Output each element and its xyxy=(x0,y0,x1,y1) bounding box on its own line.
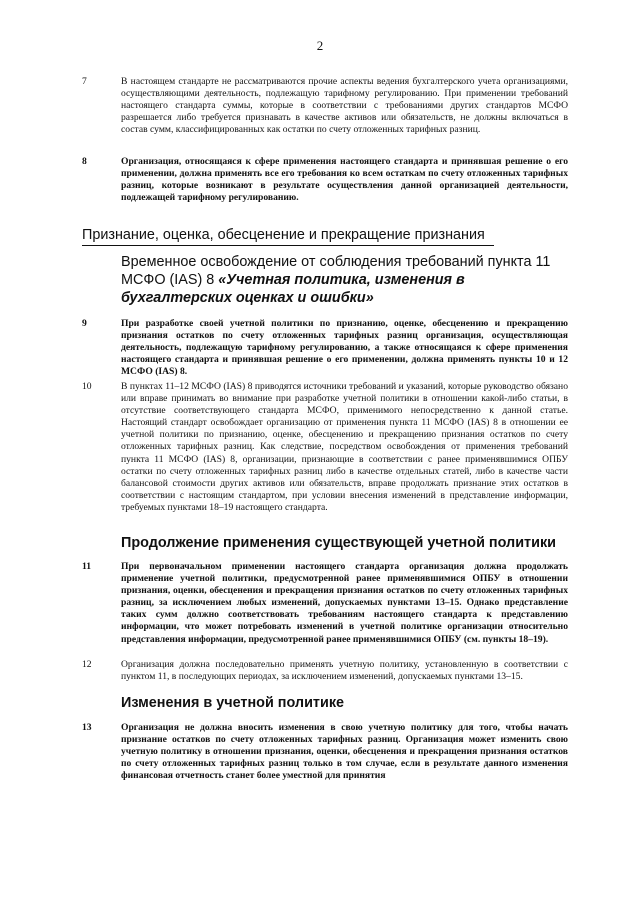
paragraph-number: 10 xyxy=(82,381,92,392)
paragraph-7 xyxy=(82,76,568,136)
paragraph-number: 11 xyxy=(82,561,92,572)
paragraph-text: При разработке своей учетной политики по признанию, оценке, обесценению и прекращению признания остатков по счету отложенных тарифных разниц организация, осуществляющая деятельность, подлежащую тарифному регулированию, а также относящаяся к сфере применения настоящего стандарта и принявшая решение о его применении, должна применять пункты 10 и 12 МСФО (IAS) 8. xyxy=(121,318,568,378)
paragraph-8 xyxy=(82,156,568,204)
subheading-continuation: Продолжение применения существующей учетной политики xyxy=(121,535,556,551)
subheading-standard-title: «Учетная политика, изменения в бухгалтерских оценках и ошибки» xyxy=(121,272,465,306)
paragraph-number: 12 xyxy=(82,659,92,670)
paragraph-number: 8 xyxy=(82,156,87,167)
paragraph-text: Организация должна последовательно применять учетную политику, установленную в соответствии с пунктом 11, в последующих периодах, за исключением изменений, допускаемых пунктами 13–15. xyxy=(121,659,568,683)
paragraph-text: Организация, относящаяся к сфере применения настоящего стандарта и принявшая решение о его применении, должна применять все его требования ко всем остаткам по счету отложенных тарифных разниц, которые возникают в результате осуществления данной организацией деятельности, подлежащей тарифному регулированию. xyxy=(121,156,568,204)
subheading-temporary-exemption xyxy=(121,253,568,307)
subheading-policy-changes: Изменения в учетной политике xyxy=(121,695,345,711)
paragraph-9 xyxy=(82,318,568,378)
paragraph-number: 7 xyxy=(82,76,87,87)
paragraph-text: Организация не должна вносить изменения в свою учетную политику для того, чтобы начать признание остатков по счету отложенных тарифных разниц. Организация может изменить свою учетную политику в отношении признания, оценки, обесценения и прекращения признания остатков по счету отложенных тарифных разниц только в том случае, если в результате данного изменения финансовая отчетность станет более уместной для принятия xyxy=(121,722,568,782)
paragraph-12 xyxy=(82,659,568,683)
section-heading-recognition: Признание, оценка, обесценение и прекращение признания xyxy=(82,226,494,246)
paragraph-text: В настоящем стандарте не рассматриваются прочие аспекты ведения бухгалтерского учета организациями, осуществляющими деятельность, подлежащую тарифному регулированию. При применении требований настоящего стандарта суммы, которые в соответствии с требованиями других стандартов МСФО разрешается либо требуется признавать в качестве активов или обязательств, не должны включаться в состав сумм, классифицированных как остатки по счету отложенных тарифных разниц. xyxy=(121,76,568,136)
paragraph-13 xyxy=(82,722,568,782)
paragraph-text: В пунктах 11–12 МСФО (IAS) 8 приводятся источники требований и указаний, которые руководство обязано или вправе принимать во внимание при разработке учетной политики в отношении какой-либо статьи, в отсутствие соответствующего стандарта МСФО, применимого непосредственно к данной статье. Настоящий стандарт освобождает организацию от применения пункта 11 МСФО (IAS) 8 в отношении ее учетной политики по признанию, оценке, обесценению и прекращению признания остатков по счету отложенных тарифных разниц. Как следствие, посредством освобождения от применения требований пункта 11 МСФО (IAS) 8, организации, признающие в соответствии с ранее применявшимися ОПБУ остатки по счету отложенных тарифных разниц либо в качестве отдельных статей, либо в качестве части балансовой стоимости других активов или обязательств, вправе продолжать признание этих остатков в соответствии с настоящим стандартом, при условии внесения изменений в представление информации, требуемых пунктами 18–19 настоящего стандарта. xyxy=(121,381,568,513)
paragraph-text: При первоначальном применении настоящего стандарта организация должна продолжать применение учетной политики, предусмотренной ранее применявшимися ОПБУ в отношении признания, оценки, обесценения и прекращения признания остатков по счету отложенных тарифных разниц, за исключением любых изменений, допускаемых пунктами 13–15. Однако представление таких сумм должно соответствовать требованиям настоящего стандарта к представлению информации, что может потребовать изменений в учетной политике организации относительно представления информации, предусмотренной ранее применявшимися ОПБУ (см. пункты 18–19). xyxy=(121,561,568,645)
paragraph-number: 9 xyxy=(82,318,87,329)
paragraph-10 xyxy=(82,381,568,514)
paragraph-number: 13 xyxy=(82,722,92,733)
subheading-prefix: Временное освобождение от соблюдения требований пункта 11 МСФО (IAS) 8 xyxy=(121,254,551,288)
page-number: 2 xyxy=(316,38,324,53)
paragraph-11 xyxy=(82,561,568,646)
